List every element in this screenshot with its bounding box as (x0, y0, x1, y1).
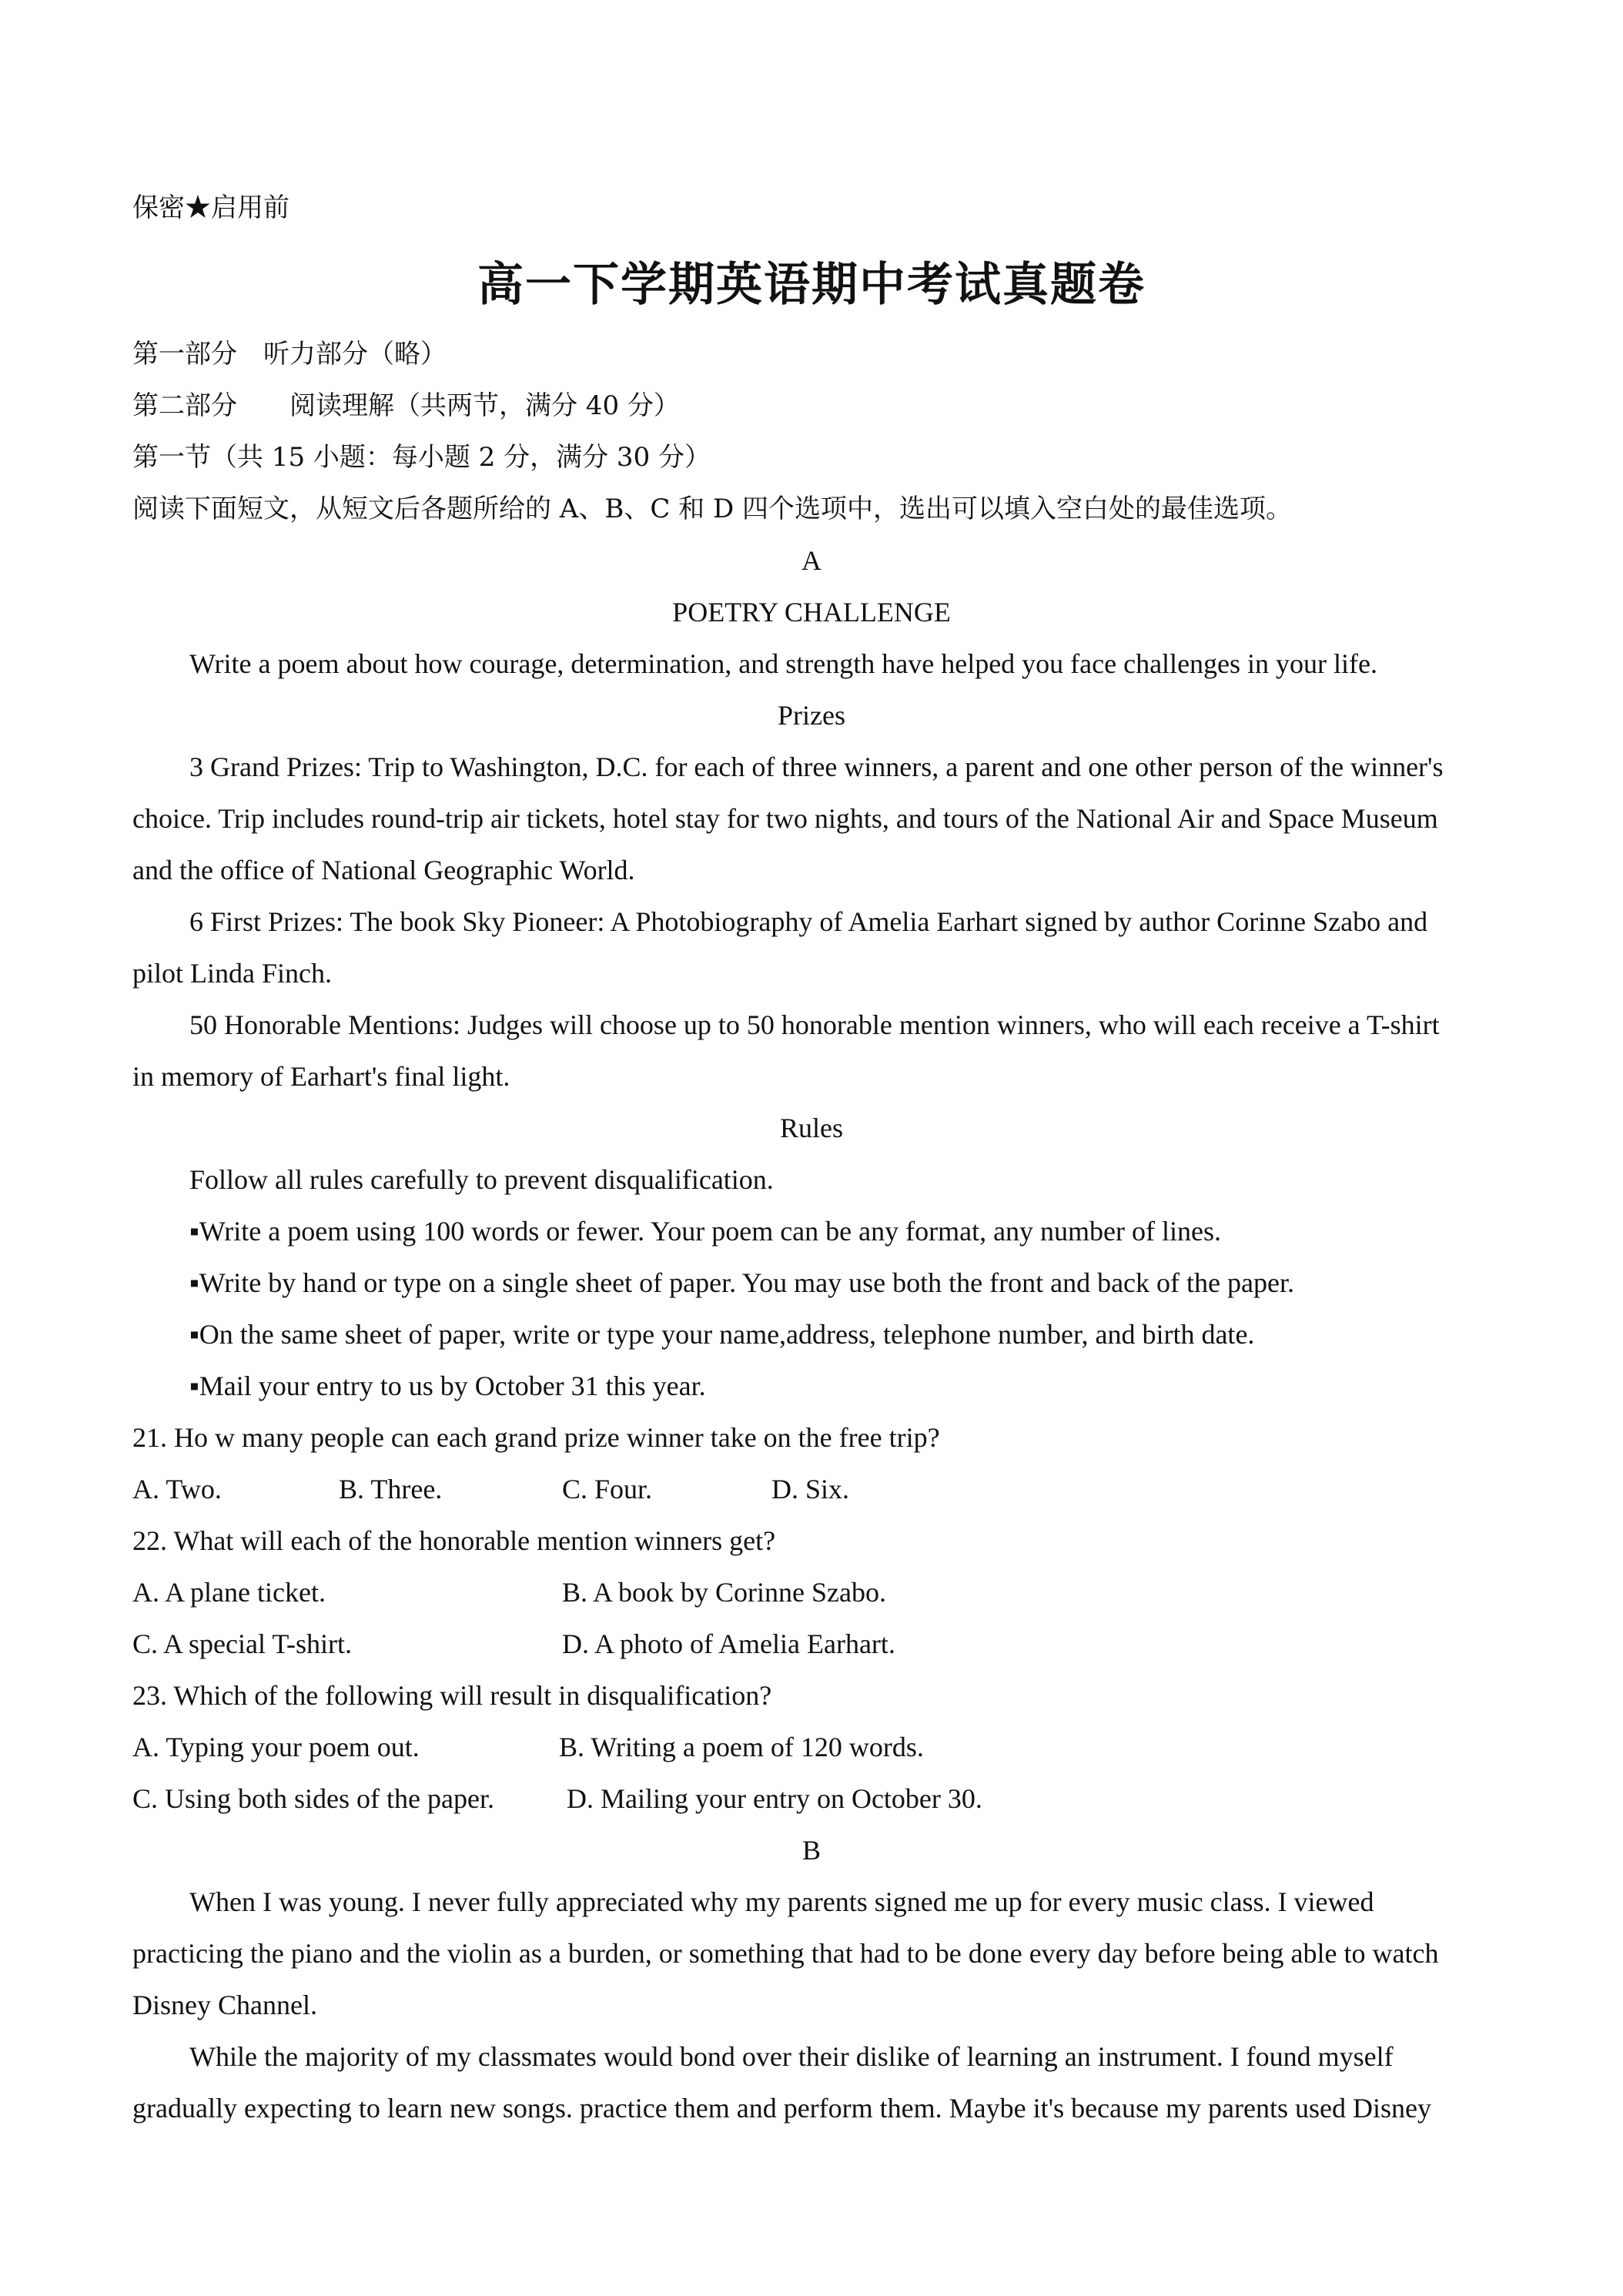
q21-option-c: C. Four. (562, 1474, 653, 1504)
rules-intro: Follow all rules carefully to prevent disqualification. (189, 1164, 774, 1195)
rule-item: ▪Mail your entry to us by October 31 this year. (189, 1371, 706, 1401)
passage-a-intro: Write a poem about how courage, determination, and strength have helped you face challenges in your life. (189, 648, 1377, 679)
section1-heading: 第一节（共 15 小题：每小题 2 分，满分 30 分） (132, 442, 711, 473)
question-21: 21. Ho w many people can each grand prize winner take on the free trip? (132, 1422, 940, 1453)
paragraph-line: pilot Linda Finch. (132, 958, 332, 989)
passage-b-label: B (801, 1835, 821, 1866)
paragraph-line: 6 First Prizes: The book Sky Pioneer: A Photobiography of Amelia Earhart signed by author Corinne Szabo and (189, 906, 1428, 937)
rule-item: ▪On the same sheet of paper, write or type your name,address, telephone number, and birth date. (189, 1319, 1255, 1350)
paragraph-line: Disney Channel. (132, 1990, 317, 2020)
paragraph-line: practicing the piano and the violin as a burden, or something that had to be done every day before being able to watch (132, 1938, 1439, 1969)
prizes-heading: Prizes (778, 700, 845, 731)
passage-a-label: A (801, 545, 822, 576)
paragraph-line: When I was young. I never fully appreciated why my parents signed me up for every music class. I viewed (189, 1886, 1374, 1917)
rules-heading: Rules (779, 1113, 843, 1143)
rule-item: ▪Write by hand or type on a single sheet of paper. You may use both the front and back of the paper. (189, 1267, 1294, 1298)
question-23: 23. Which of the following will result in disqualification? (132, 1680, 772, 1711)
passage-a-heading: POETRY CHALLENGE (672, 597, 951, 628)
q21-option-d: D. Six. (771, 1474, 850, 1504)
part2-heading: 第二部分 阅读理解（共两节，满分 40 分） (132, 390, 680, 421)
paragraph-line: and the office of National Geographic World. (132, 855, 635, 885)
q21-option-a: A. Two. (132, 1474, 222, 1504)
paragraph-line: 50 Honorable Mentions: Judges will choose up to 50 honorable mention winners, who will each receive a T-shirt (189, 1009, 1440, 1040)
paragraph-line: 3 Grand Prizes: Trip to Washington, D.C. for each of three winners, a parent and one other person of the winner's (189, 751, 1444, 782)
question-22: 22. What will each of the honorable mention winners get? (132, 1525, 776, 1556)
confidential-label: 保密★启用前 (132, 192, 289, 223)
rule-item: ▪Write a poem using 100 words or fewer. Your poem can be any format, any number of lines. (189, 1216, 1221, 1247)
q22-option-a: A. A plane ticket. (132, 1577, 326, 1608)
paragraph-line: choice. Trip includes round-trip air tickets, hotel stay for two nights, and tours of the National Air and Space Museum (132, 803, 1438, 834)
q21-option-b: B. Three. (339, 1474, 443, 1504)
q22-option-b: B. A book by Corinne Szabo. (562, 1577, 886, 1608)
q23-option-a: A. Typing your poem out. (132, 1732, 420, 1762)
q23-option-d: D. Mailing your entry on October 30. (567, 1783, 982, 1814)
instruction-text: 阅读下面短文，从短文后各题所给的 A、B、C 和 D 四个选项中，选出可以填入空白处的最佳选项。 (132, 494, 1293, 524)
q22-option-d: D. A photo of Amelia Earhart. (562, 1628, 895, 1659)
q23-option-b: B. Writing a poem of 120 words. (559, 1732, 924, 1762)
q22-option-c: C. A special T-shirt. (132, 1628, 353, 1659)
page-title: 高一下学期英语期中考试真题卷 (477, 258, 1146, 312)
paragraph-line: While the majority of my classmates would bond over their dislike of learning an instrument. I found myself (189, 2041, 1394, 2072)
paragraph-line: in memory of Earhart's final light. (132, 1061, 510, 1092)
part1-heading: 第一部分 听力部分（略） (132, 339, 447, 370)
q23-option-c: C. Using both sides of the paper. (132, 1783, 494, 1814)
paragraph-line: gradually expecting to learn new songs. practice them and perform them. Maybe it's because my parents used Disney (132, 2093, 1431, 2124)
